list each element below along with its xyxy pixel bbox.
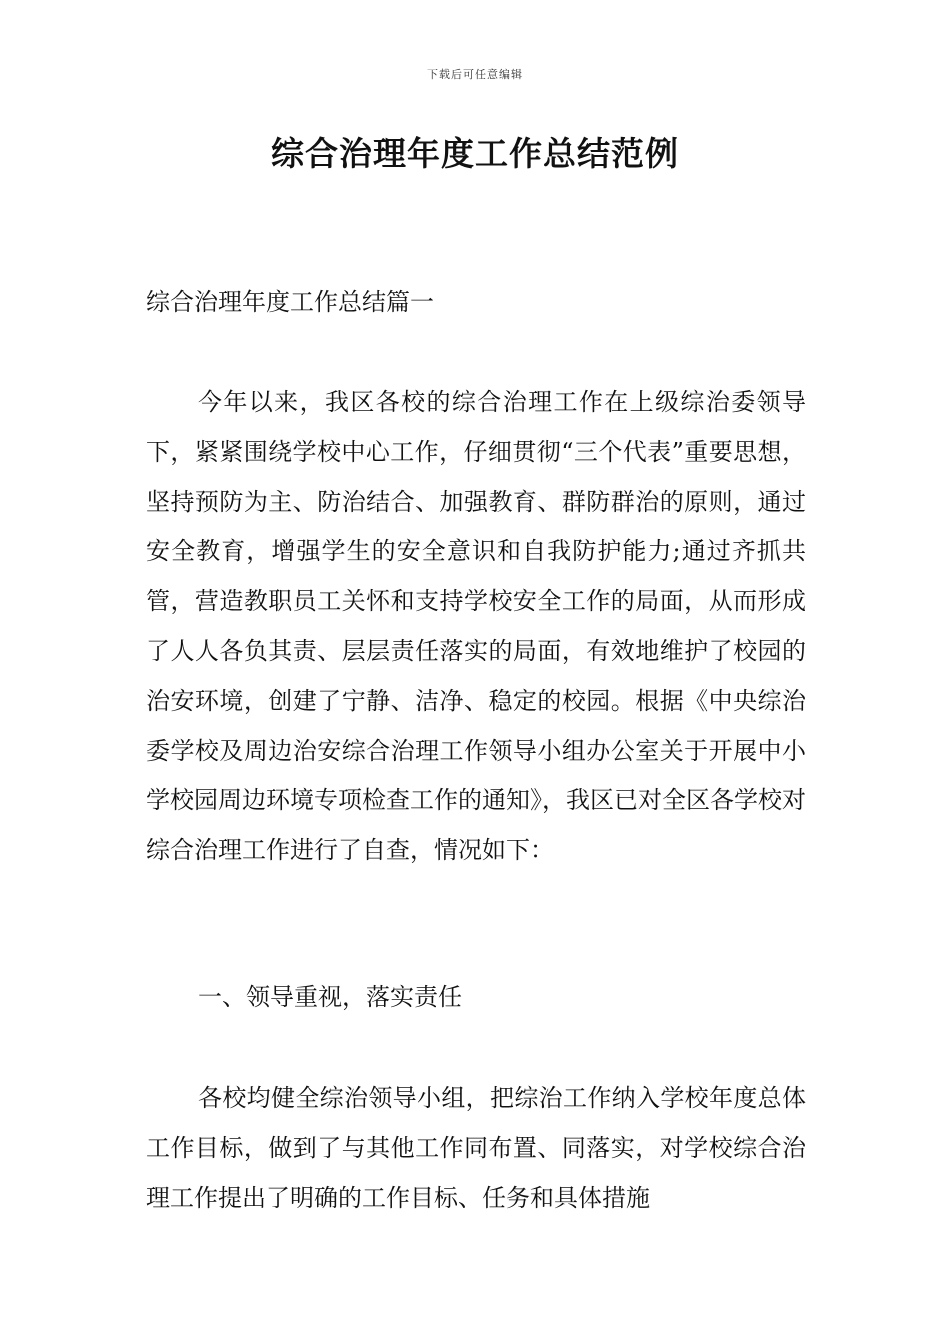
document-title: 综合治理年度工作总结范例 — [271, 134, 679, 173]
paragraph-leadership: 各校均健全综治领导小组，把综治工作纳入学校年度总体工作目标，做到了与其他工作同布置、同落实，对学校综合治理工作提出了明确的工作目标、任务和具体措施 — [146, 1084, 806, 1212]
header-note: 下载后可任意编辑 — [427, 68, 523, 81]
paragraph-intro: 今年以来，我区各校的综合治理工作在上级综治委领导下，紧紧围绕学校中心工作，仔细贯彻“三个代表”重要思想，坚持预防为主、防治结合、加强教育、群防群治的原则，通过安全教育，增强学生的安全意识和自我防护能力;通过齐抓共管，营造教职员工关怀和支持学校安全工作的局面，从而形成了人人各负其责、层层责任落实的局面，有效地维护了校园的治安环境，创建了宁静、洁净、稳定的校园。根据《中央综治委学校及周边治安综合治理工作领导小组办公室关于开展中小学校园周边环境专项检查工作的通知》，我区已对全区各学校对综合治理工作进行了自查，情况如下： — [146, 388, 806, 865]
section-title: 综合治理年度工作总结篇一 — [146, 288, 434, 316]
subheading-leadership: 一、领导重视，落实责任 — [198, 983, 462, 1011]
